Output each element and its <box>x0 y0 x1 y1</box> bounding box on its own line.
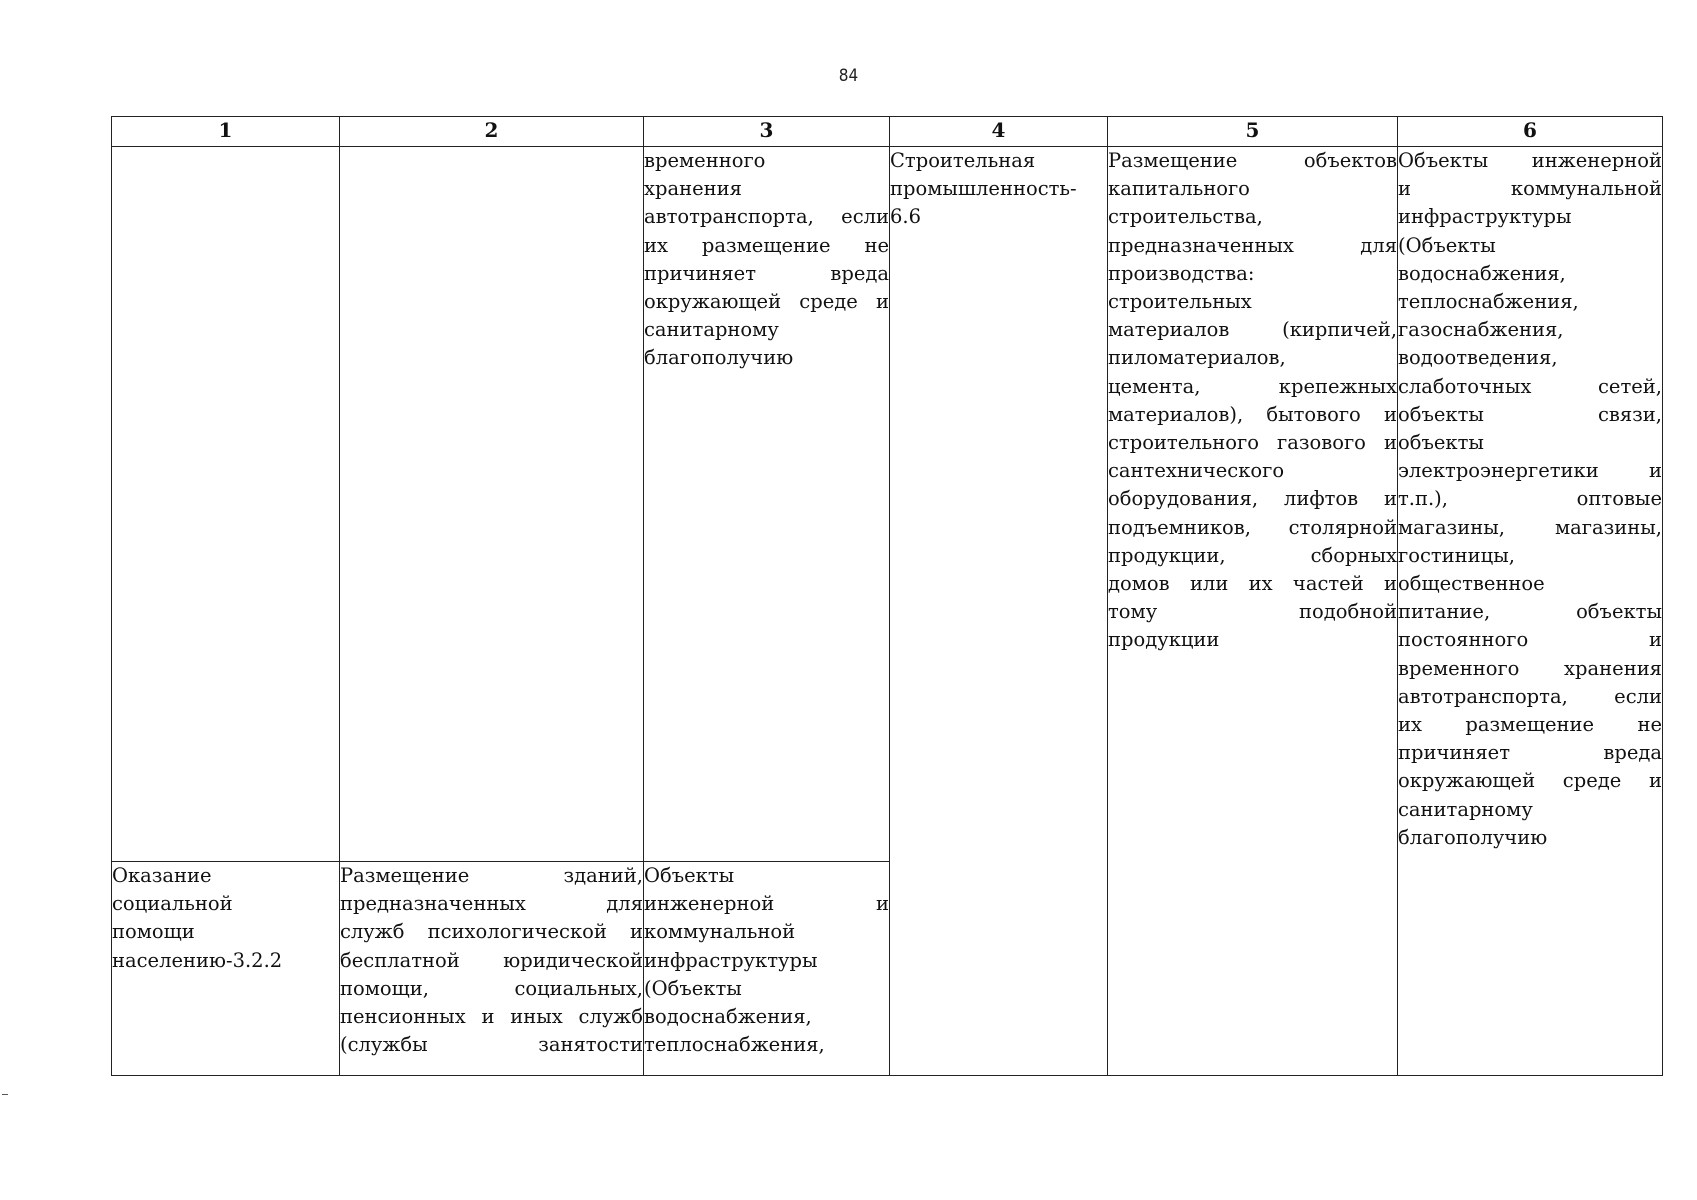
header-col-4: 4 <box>890 117 1108 147</box>
cell-text-line: питание, объекты <box>1398 600 1662 624</box>
cell-text-line: окружающей среде и <box>1398 769 1662 793</box>
cell-text-line: автотранспорта, если <box>1398 684 1662 708</box>
cell-text-line: предназначенных для <box>340 892 643 916</box>
cell-text-line: причиняет вреда <box>1398 741 1662 765</box>
cell-text-line: т.п.), оптовые <box>1398 487 1662 511</box>
cell-text-line: оборудования, лифтов и <box>1108 487 1397 511</box>
cell-text-line: социальной <box>112 892 233 916</box>
cell-text-line: водоснабжения, <box>644 1005 812 1029</box>
header-col-5: 5 <box>1108 117 1398 147</box>
cell-text-line: объекты связи, <box>1398 402 1662 426</box>
cell-text-line: предназначенных для <box>1108 233 1397 257</box>
header-row <box>112 117 1663 147</box>
row2-col1-cell <box>112 862 340 1076</box>
cell-text-line: помощи <box>112 920 195 944</box>
cell-text-line: подъемников, столярной <box>1108 515 1397 539</box>
cell-text-line: бесплатной юридической <box>340 948 643 972</box>
cell-text-line: их размещение не <box>1398 713 1662 737</box>
cell-text-line: автотранспорта, если <box>644 205 889 229</box>
cell-text-line: их размещение не <box>644 233 889 257</box>
cell-text-line: теплоснабжения, <box>644 1033 825 1057</box>
cell-text-line: Объекты <box>644 864 735 887</box>
cell-text-line: помощи, социальных, <box>340 976 643 1000</box>
row1-col2-cell <box>340 147 644 862</box>
cell-text-line: (Объекты <box>644 976 742 1000</box>
cell-text-line: промышленность- <box>890 177 1077 201</box>
row1-col1-cell <box>112 147 340 862</box>
cell-text-line: временного хранения <box>1398 656 1662 680</box>
row1-col6-cell <box>1398 147 1663 1076</box>
cell-text-line: благополучию <box>1398 825 1548 849</box>
cell-text-line: инфраструктуры <box>644 948 818 972</box>
cell-text-line: сантехнического <box>1108 459 1285 483</box>
cell-text-line: домов или их частей и <box>1108 572 1397 596</box>
cell-text-line: инфраструктуры <box>1398 205 1572 229</box>
cell-text-line: инженерной и <box>644 892 889 916</box>
cell-text-line: материалов), бытового и <box>1108 402 1397 426</box>
cell-text-line: газоснабжения, <box>1398 318 1564 342</box>
page-number: 84 <box>838 66 859 86</box>
cell-text-line: служб психологической и <box>340 920 643 944</box>
cell-text-line: капитального <box>1108 177 1250 201</box>
cell-text-line: строительства, <box>1108 205 1263 229</box>
cell-text-line: пиломатериалов, <box>1108 346 1286 370</box>
cell-text-line: и коммунальной <box>1398 177 1662 201</box>
cell-text-line: цемента, крепежных <box>1108 374 1397 398</box>
cell-text-line: санитарному <box>644 318 779 342</box>
cell-text-line: слаботочных сетей, <box>1398 374 1662 398</box>
cell-text-line: водоснабжения, <box>1398 261 1566 285</box>
scan-mark <box>2 1094 8 1095</box>
row1-col5-cell <box>1108 147 1398 1076</box>
cell-text-line: строительных <box>1108 290 1252 314</box>
header-col-2: 2 <box>340 117 644 147</box>
cell-text-line: причиняет вреда <box>644 261 889 285</box>
cell-text-line: 6.6 <box>890 205 922 229</box>
cell-text-line: электроэнергетики и <box>1398 459 1662 483</box>
cell-text-line: материалов (кирпичей, <box>1108 318 1397 342</box>
cell-text-line: (Объекты <box>1398 233 1496 257</box>
cell-text-line: благополучию <box>644 346 794 370</box>
row1-col4-cell <box>890 147 1108 1076</box>
header-col-1: 1 <box>112 117 340 147</box>
cell-text-line: Объекты инженерной <box>1398 149 1662 172</box>
row2-col3-cell <box>644 862 890 1076</box>
cell-text-line: Оказание <box>112 864 212 887</box>
cell-text-line: (службы занятости <box>340 1033 643 1057</box>
cell-text-line: постоянного и <box>1398 628 1662 652</box>
document-table <box>111 116 1663 1076</box>
cell-text-line: теплоснабжения, <box>1398 290 1579 314</box>
cell-text-line: гостиницы, <box>1398 543 1515 567</box>
cell-text-line: коммунальной <box>644 920 796 944</box>
header-col-6: 6 <box>1398 117 1663 147</box>
cell-text-line: санитарному <box>1398 797 1533 821</box>
cell-text-line: Размещение зданий, <box>340 864 643 887</box>
cell-text-line: строительного газового и <box>1108 431 1397 455</box>
cell-text-line: продукции, сборных <box>1108 543 1397 567</box>
cell-text-line: объекты <box>1398 431 1484 455</box>
cell-text-line: производства: <box>1108 261 1255 285</box>
cell-text-line: окружающей среде и <box>644 290 889 314</box>
cell-text-line: водоотведения, <box>1398 346 1558 370</box>
cell-text-line: хранения <box>644 177 742 201</box>
cell-text-line: временного <box>644 149 766 172</box>
row2-col2-cell <box>340 862 644 1076</box>
cell-text-line: Строительная <box>890 149 1036 172</box>
cell-text-line: общественное <box>1398 572 1545 596</box>
row1-col3-cell <box>644 147 890 862</box>
table-row <box>112 147 1663 862</box>
cell-text-line: тому подобной <box>1108 600 1397 624</box>
cell-text-line: магазины, магазины, <box>1398 515 1662 539</box>
cell-text-line: населению-3.2.2 <box>112 948 283 972</box>
cell-text-line: продукции <box>1108 628 1220 652</box>
cell-text-line: пенсионных и иных служб <box>340 1005 643 1029</box>
cell-text-line: Размещение объектов <box>1108 149 1397 172</box>
header-col-3: 3 <box>644 117 890 147</box>
